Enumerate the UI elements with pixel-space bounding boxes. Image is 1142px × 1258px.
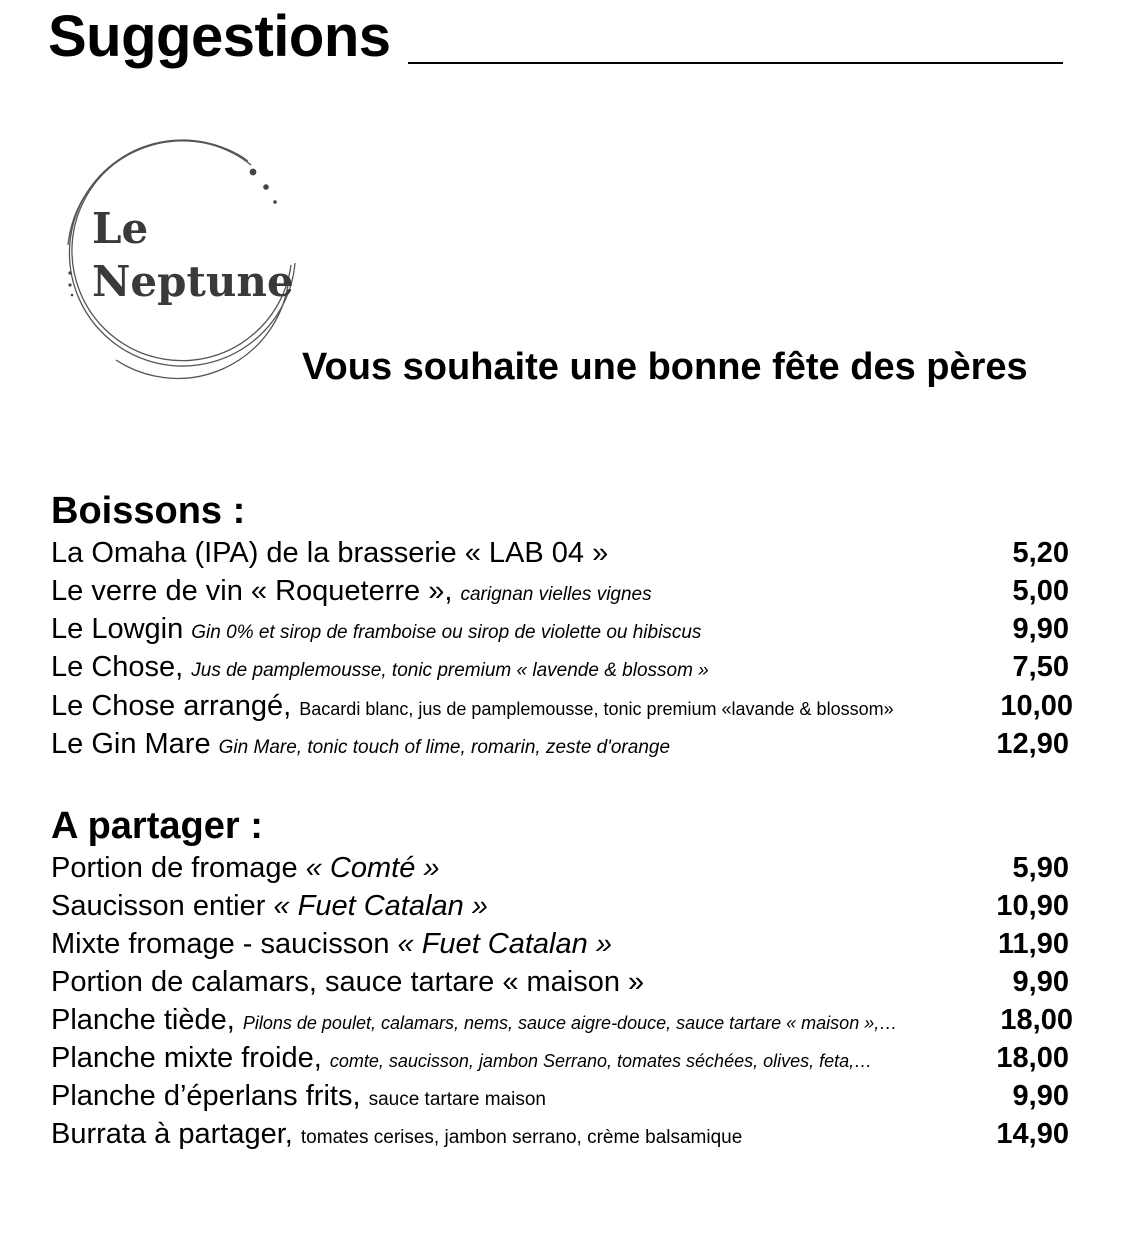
item-name: Burrata à partager, tomates cerises, jambon serrano, crème balsamique: [51, 1118, 743, 1150]
item-price: 18,00: [996, 1042, 1069, 1074]
item-price: 18,00: [1000, 1004, 1073, 1036]
menu-item: [51, 725, 1073, 763]
item-price: 9,90: [1012, 1080, 1069, 1112]
item-price: 10,90: [996, 890, 1069, 922]
item-name: Planche tiède, Pilons de poulet, calamars, nems, sauce aigre-douce, sauce tartare « maison »,…: [51, 1004, 898, 1036]
item-price: 9,90: [1012, 966, 1069, 998]
menu-item: [51, 963, 1073, 1001]
title-underline: [408, 62, 1063, 64]
section-title-boissons: Boissons :: [51, 490, 246, 532]
menu-item: [51, 849, 1073, 887]
menu-item: [51, 1001, 1073, 1039]
item-description: Pilons de poulet, calamars, nems, sauce aigre-douce, sauce tartare « maison »,…: [242, 1013, 898, 1033]
item-name: Le Chose, Jus de pamplemousse, tonic premium « lavende & blossom »: [51, 651, 709, 683]
item-name: Portion de calamars, sauce tartare « maison »: [51, 966, 645, 998]
item-name: Planche d’éperlans frits, sauce tartare maison: [51, 1080, 546, 1112]
menu-item: [51, 610, 1073, 648]
item-price: 11,90: [998, 928, 1069, 960]
item-price: 7,50: [1012, 651, 1069, 683]
item-price: 14,90: [996, 1118, 1069, 1150]
item-name: Saucisson entier « Fuet Catalan »: [51, 890, 488, 922]
item-name: Le verre de vin « Roqueterre », carignan vielles vignes: [51, 575, 652, 607]
item-name: Le Gin Mare Gin Mare, tonic touch of lime, romarin, zeste d'orange: [51, 728, 671, 760]
menu-item: [51, 1115, 1073, 1153]
item-description: carignan vielles vignes: [460, 584, 652, 605]
menu-item: [51, 1077, 1073, 1115]
item-price: 5,90: [1012, 852, 1069, 884]
item-description: sauce tartare maison: [368, 1089, 546, 1110]
item-description: Gin Mare, tonic touch of lime, romarin, zeste d'orange: [218, 737, 671, 758]
section-title-a-partager: A partager :: [51, 805, 263, 847]
menu-item: [51, 687, 1073, 725]
item-description: tomates cerises, jambon serrano, crème balsamique: [300, 1127, 743, 1148]
item-name: Mixte fromage - saucisson « Fuet Catalan »: [51, 928, 612, 960]
greeting-text: Vous souhaite une bonne fête des pères: [302, 346, 1028, 388]
item-name: Planche mixte froide, comte, saucisson, jambon Serrano, tomates séchées, olives, feta,…: [51, 1042, 873, 1074]
item-accent: « Fuet Catalan »: [397, 928, 612, 960]
logo-text-line1: Le: [92, 204, 149, 253]
item-price: 9,90: [1012, 613, 1069, 645]
menu-item: [51, 925, 1073, 963]
menu-item: [51, 534, 1073, 572]
item-price: 5,20: [1012, 537, 1069, 569]
item-name: Le Lowgin Gin 0% et sirop de framboise ou sirop de violette ou hibiscus: [51, 613, 702, 645]
item-description: comte, saucisson, jambon Serrano, tomates séchées, olives, feta,…: [329, 1051, 873, 1071]
item-accent: « Comté »: [305, 852, 440, 884]
item-price: 10,00: [1000, 690, 1073, 722]
menu-item: [51, 1039, 1073, 1077]
logo-text-line2: Neptune: [92, 257, 294, 306]
item-description: Bacardi blanc, jus de pamplemousse, tonic premium «lavande & blossom»: [299, 699, 894, 719]
item-name: Le Chose arrangé, Bacardi blanc, jus de pamplemousse, tonic premium «lavande & blossom»: [51, 690, 894, 722]
menu-item: [51, 887, 1073, 925]
page-title: Suggestions: [48, 4, 391, 69]
menu-item: [51, 648, 1073, 686]
item-price: 12,90: [996, 728, 1069, 760]
item-description: Jus de pamplemousse, tonic premium « lavende & blossom »: [191, 660, 709, 681]
item-price: 5,00: [1012, 575, 1069, 607]
item-description: Gin 0% et sirop de framboise ou sirop de violette ou hibiscus: [191, 622, 702, 643]
item-name: La Omaha (IPA) de la brasserie « LAB 04 »: [51, 537, 609, 569]
item-accent: « Fuet Catalan »: [273, 890, 488, 922]
item-name: Portion de fromage « Comté »: [51, 852, 440, 884]
menu-item: [51, 572, 1073, 610]
